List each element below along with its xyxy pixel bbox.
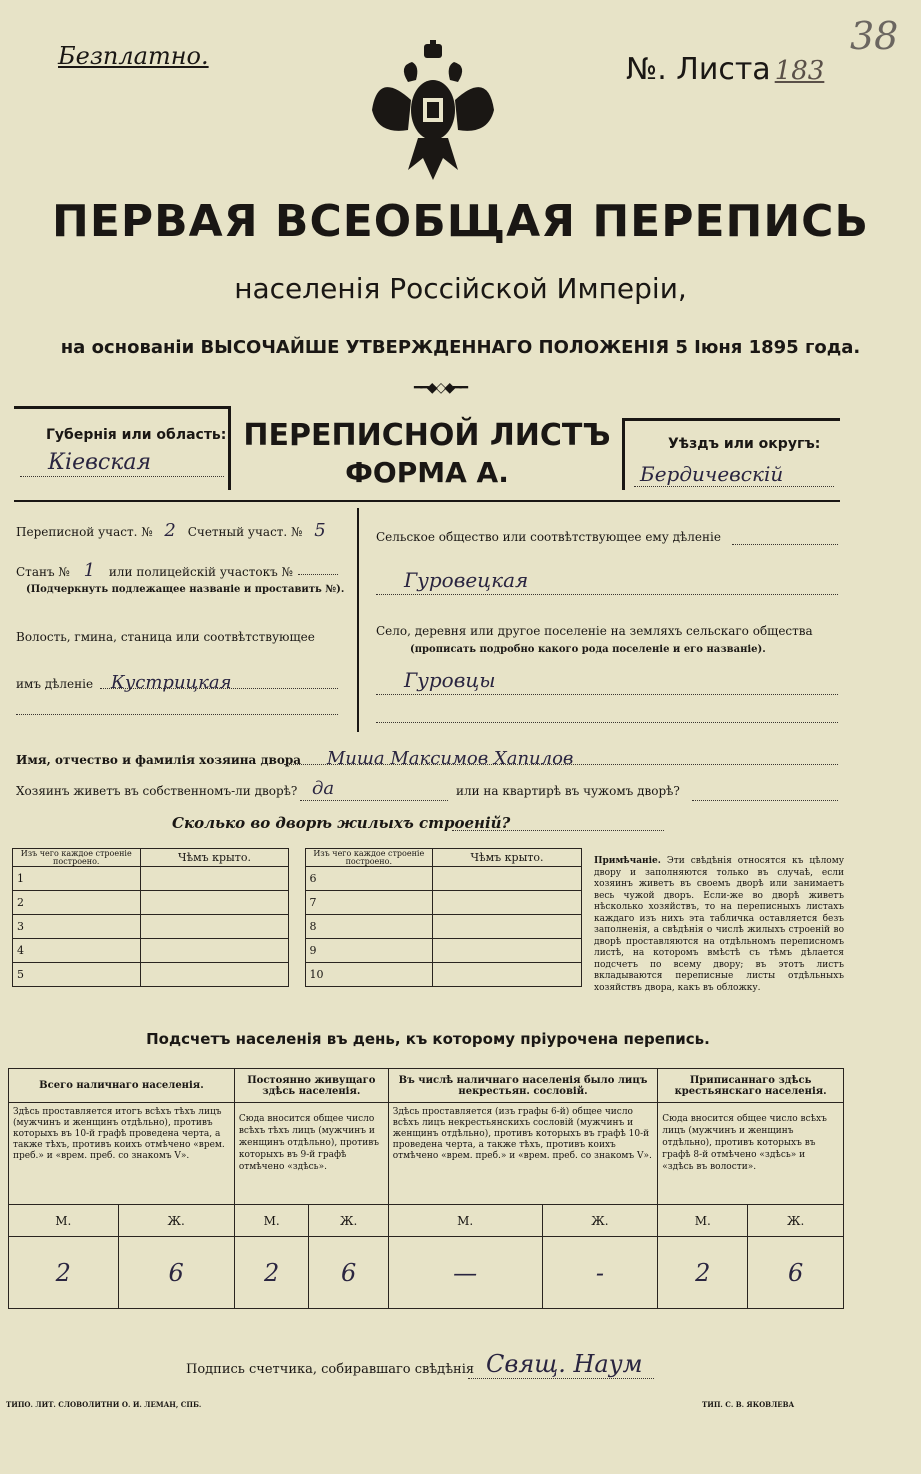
- page-subtitle: населенія Россійской Имперіи,: [234, 272, 687, 305]
- dotted-line: [298, 574, 338, 575]
- corner-mark: 38: [850, 14, 899, 58]
- table-row: [13, 891, 582, 915]
- police-label: или полицейскій участокъ №: [108, 565, 293, 579]
- dotted-line: [16, 714, 338, 715]
- pop-col-desc-2: Сюда вносится общее число всѣхъ тѣхъ лицъ (мужчинъ и женщинъ отдѣльно), противъ которыхъ въ 9-й графѣ отмѣчено «здѣсь».: [234, 1103, 388, 1205]
- dotted-line: [20, 476, 224, 477]
- value-cell: 6: [118, 1237, 234, 1309]
- dotted-line: [452, 830, 664, 831]
- f-header: Ж.: [542, 1205, 658, 1237]
- sheet-label-text: №. Листа: [626, 52, 771, 87]
- pop-col-head-2: Постоянно живущаго здѣсь населенія.: [234, 1069, 388, 1103]
- dotted-line: [284, 764, 838, 765]
- row-number: 5: [13, 963, 141, 987]
- owner-name-label: Имя, отчество и фамилія хозяина двора: [16, 753, 301, 767]
- free-label: Безплатно.: [58, 42, 209, 70]
- gubernia-label: Губернія или область:: [46, 427, 227, 443]
- row-number: 2: [13, 891, 141, 915]
- basis-line: на основаніи ВЫСОЧАЙШЕ УТВЕРЖДЕННАГО ПОЛОЖЕНІЯ 5 Іюня 1895 года.: [60, 337, 861, 358]
- volost-label-2: имъ дѣленіе: [16, 677, 94, 691]
- row-number: 10: [305, 963, 433, 987]
- count-area-label: Счетный участ. №: [187, 525, 303, 539]
- stan-row: [16, 560, 293, 581]
- census-area-label: Переписной участ. №: [16, 525, 153, 539]
- dotted-line: [376, 694, 838, 695]
- divider: [357, 508, 359, 732]
- volost-value: Кустрицкая: [110, 672, 232, 693]
- dotted-line: [692, 800, 838, 801]
- buildings-label: Сколько во дворѣ жилыхъ строеній?: [172, 814, 511, 832]
- m-header: М.: [388, 1205, 542, 1237]
- divider: [228, 406, 231, 490]
- note-head: Примѣчаніе.: [594, 856, 661, 866]
- col-material-2: Изъ чего каждое строеніе построено.: [305, 849, 433, 867]
- owner-own-label: Хозяинъ живетъ въ собственномъ-ли дворѣ?: [16, 784, 298, 798]
- table-row: [13, 867, 582, 891]
- col-roof: Чѣмъ крыто.: [140, 849, 289, 867]
- buildings-table: [12, 848, 582, 987]
- dotted-line: [376, 594, 838, 595]
- stan-label: Станъ №: [16, 565, 70, 579]
- owner-name-row: [16, 748, 573, 769]
- page-title: ПЕРВАЯ ВСЕОБЩАЯ ПЕРЕПИСЬ: [52, 196, 869, 247]
- row-number: 3: [13, 915, 141, 939]
- owner-own-value: да: [312, 778, 335, 799]
- value-cell: 6: [309, 1237, 388, 1309]
- sheet-title: ПЕРЕПИСНОЙ ЛИСТЪ: [243, 418, 611, 453]
- row-number: 9: [305, 939, 433, 963]
- table-row: [13, 963, 582, 987]
- pop-col-head-1: Всего наличнаго населенія.: [9, 1069, 235, 1103]
- m-header: М.: [234, 1205, 309, 1237]
- census-area-row: [16, 520, 334, 541]
- dotted-line: [732, 544, 838, 545]
- row-number: 1: [13, 867, 141, 891]
- m-header: М.: [658, 1205, 748, 1237]
- value-cell: 2: [658, 1237, 748, 1309]
- signature-label: Подпись счетчика, собиравшаго свѣдѣнія: [186, 1362, 475, 1377]
- population-table: [8, 1068, 844, 1309]
- divider: [622, 418, 840, 421]
- dotted-line: [468, 1378, 654, 1379]
- row-number: 7: [305, 891, 433, 915]
- row-number: 8: [305, 915, 433, 939]
- form-name: ФОРМА А.: [345, 456, 509, 489]
- printer-left: ТИПО. ЛИТ. СЛОВОЛИТНИ О. И. ЛЕМАН, СПБ.: [6, 1400, 202, 1409]
- stan-note: (Подчеркнуть подлежащее названіе и проставить №).: [26, 584, 345, 595]
- dotted-line: [100, 688, 338, 689]
- village-note: (прописать подробно какого рода поселеніе и его названіе).: [410, 644, 766, 655]
- value-cell: 2: [9, 1237, 119, 1309]
- owner-name-value: Миша Максимов Хапилов: [326, 748, 574, 769]
- divider: [622, 418, 625, 490]
- count-area-value: 5: [314, 520, 326, 541]
- col-roof-2: Чѣмъ крыто.: [433, 849, 582, 867]
- divider: [14, 406, 230, 409]
- value-cell: 6: [748, 1237, 844, 1309]
- f-header: Ж.: [309, 1205, 388, 1237]
- pop-col-head-3: Въ числѣ наличнаго населенія было лицъ некрестьян. сословій.: [388, 1069, 657, 1103]
- sheet-number: 183: [774, 56, 825, 86]
- table-row: [13, 939, 582, 963]
- uezd-label: Уѣздъ или округъ:: [668, 436, 821, 452]
- note-text: Эти свѣдѣнія относятся къ цѣлому двору и заполняются только въ случаѣ, если хозяинъ живетъ въ своемъ дворѣ или занимаетъ весь чужой дворъ. Если-же во дворѣ живетъ нѣсколько хозяйствъ, то на переписныхъ листахъ каждаго изъ нихъ эта табличка оставляется безъ заполненія, а свѣдѣнія о числѣ жилыхъ строеній во дворѣ проставляются на отдѣльномъ переписномъ листѣ, на которомъ вмѣстѣ съ тѣмъ дѣлается подсчетъ по всему двору; въ этотъ листъ вкладываются переписные листы отдѣльныхъ хозяйствъ двора, какъ въ обложку.: [594, 856, 844, 993]
- signature-value: Свящ. Наум: [486, 1350, 643, 1378]
- owner-rent-label: или на квартирѣ въ чужомъ дворѣ?: [456, 784, 680, 798]
- table-row: [13, 915, 582, 939]
- value-cell: -: [542, 1237, 658, 1309]
- village-label: Село, деревня или другое поселеніе на земляхъ сельскаго общества: [376, 624, 813, 638]
- ornament-divider: ━━◆◇◆━━: [413, 380, 466, 396]
- printer-right: ТИП. С. В. ЯКОВЛЕВА: [702, 1400, 795, 1409]
- pop-col-desc-1: Здѣсь проставляется итогъ всѣхъ тѣхъ лицъ (мужчинъ и женщинъ отдѣльно), противъ которыхъ въ 10-й графѣ проведена черта, а также тѣхъ, противъ коихъ отмѣчено «врем. преб.» и «врем. преб. со знакомъ V».: [9, 1103, 235, 1205]
- value-cell: —: [388, 1237, 542, 1309]
- dotted-line: [634, 486, 834, 487]
- volost-label: Волость, гмина, станица или соотвѣтствующее: [16, 630, 315, 644]
- census-area-value: 2: [164, 520, 176, 541]
- village-value: Гуровцы: [404, 668, 496, 692]
- uezd-value: Бердичевскій: [640, 462, 784, 486]
- dotted-line: [376, 722, 838, 723]
- row-number: 4: [13, 939, 141, 963]
- sheet-label: [626, 52, 824, 87]
- divider: [14, 500, 840, 502]
- society-value: Гуровецкая: [404, 568, 529, 592]
- value-cell: 2: [234, 1237, 309, 1309]
- gubernia-value: Кіевская: [48, 450, 152, 475]
- population-title: Подсчетъ населенія въ день, къ которому пріурочена перепись.: [146, 1030, 710, 1048]
- pop-col-desc-3: Здѣсь проставляется (изъ графы 6-й) общее число всѣхъ лицъ некрестьянскихъ сословій (мужчинъ и женщинъ отдѣльно), противъ которыхъ въ графѣ 10-й проведена черта, а также тѣхъ, противъ коихъ отмѣчено «врем. преб.» и «врем. преб. со знакомъ V».: [388, 1103, 657, 1205]
- pop-col-desc-4: Сюда вносится общее число всѣхъ лицъ (мужчинъ и женщинъ отдѣльно), противъ которыхъ въ графѣ 8-й отмѣчено «здѣсь» и «здѣсь въ волости».: [658, 1103, 844, 1205]
- volost-row: [16, 672, 232, 693]
- society-label: Сельское общество или соотвѣтствующее ему дѣленіе: [376, 530, 721, 544]
- stan-value: 1: [83, 560, 96, 581]
- imperial-eagle-icon: [368, 40, 498, 190]
- col-material: Изъ чего каждое строеніе построено.: [13, 849, 141, 867]
- row-number: 6: [305, 867, 433, 891]
- f-header: Ж.: [748, 1205, 844, 1237]
- dotted-line: [300, 800, 448, 801]
- pop-col-head-4: Приписаннаго здѣсь крестьянскаго населенія.: [658, 1069, 844, 1103]
- f-header: Ж.: [118, 1205, 234, 1237]
- m-header: М.: [9, 1205, 119, 1237]
- note-block: [594, 856, 844, 994]
